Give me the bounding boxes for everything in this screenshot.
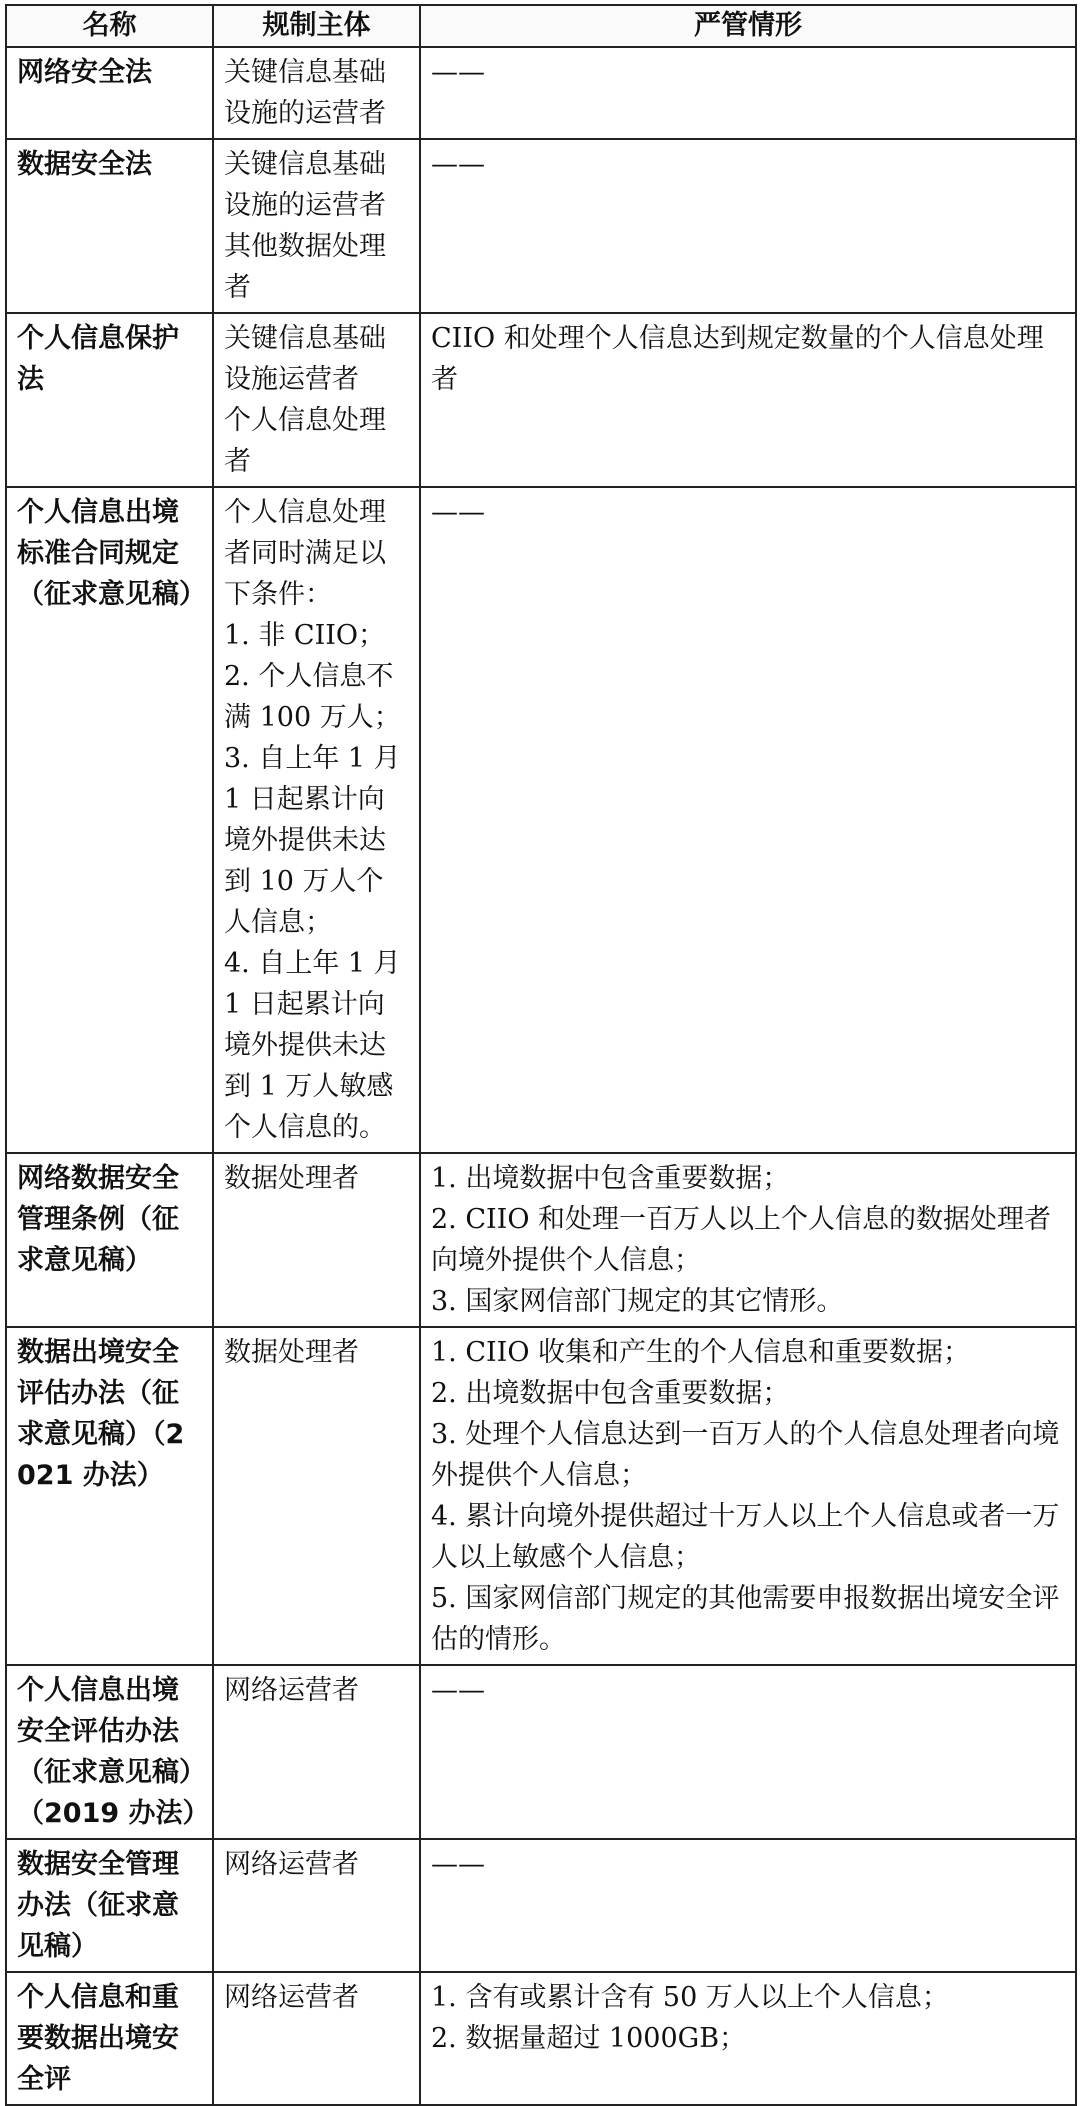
row-subject: 个人信息处理者同时满足以下条件： 1. 非 CIIO； 2. 个人信息不满 100 万人； 3. 自上年 1 月 1 日起累计向境外提供未达到 10 万人个人信息； 4. 自上年 1 月 1 日起累计向境外提供未达到 1 万人敏感个人信息的。 (213, 487, 420, 1153)
row-name: 个人信息出境安全评估办法（征求意见稿）（2019 办法） (6, 1665, 213, 1839)
row-cases: —— (420, 1839, 1076, 1972)
row-cases: —— (420, 487, 1076, 1153)
row-name: 数据安全管理办法（征求意见稿） (6, 1839, 213, 1972)
row-subject: 关键信息基础设施运营者 个人信息处理者 (213, 313, 420, 487)
table-row (6, 487, 1076, 1153)
table-row (6, 1153, 1076, 1327)
row-subject: 关键信息基础设施的运营者 其他数据处理者 (213, 139, 420, 313)
row-subject: 网络运营者 (213, 1665, 420, 1839)
row-subject: 数据处理者 (213, 1327, 420, 1665)
row-name: 网络数据安全管理条例（征求意见稿） (6, 1153, 213, 1327)
header-subject: 规制主体 (213, 5, 420, 47)
row-cases: —— (420, 1665, 1076, 1839)
row-cases: —— (420, 139, 1076, 313)
header-name: 名称 (6, 5, 213, 47)
regulation-table (5, 4, 1077, 2106)
row-subject: 网络运营者 (213, 1839, 420, 1972)
table-row (6, 313, 1076, 487)
row-cases: —— (420, 47, 1076, 139)
table-row (6, 1972, 1076, 2105)
row-name: 个人信息出境标准合同规定（征求意见稿） (6, 487, 213, 1153)
table-row (6, 139, 1076, 313)
table-row (6, 1327, 1076, 1665)
table-row (6, 1839, 1076, 1972)
row-name: 个人信息保护法 (6, 313, 213, 487)
row-name: 网络安全法 (6, 47, 213, 139)
header-cases: 严管情形 (420, 5, 1076, 47)
table-row (6, 1665, 1076, 1839)
row-cases: 1. CIIO 收集和产生的个人信息和重要数据； 2. 出境数据中包含重要数据； 3. 处理个人信息达到一百万人的个人信息处理者向境外提供个人信息； 4. 累计向境外提供超过十万人以上个人信息或者一万人以上敏感个人信息； 5. 国家网信部门规定的其他需要申报数据出境安全评估的情形。 (420, 1327, 1076, 1665)
row-cases: 1. 含有或累计含有 50 万人以上个人信息； 2. 数据量超过 1000GB； (420, 1972, 1076, 2105)
row-subject: 网络运营者 (213, 1972, 420, 2105)
row-subject: 数据处理者 (213, 1153, 420, 1327)
row-name: 数据出境安全评估办法（征求意见稿）（2021 办法） (6, 1327, 213, 1665)
row-name: 数据安全法 (6, 139, 213, 313)
row-name: 个人信息和重要数据出境安全评 (6, 1972, 213, 2105)
table-row (6, 47, 1076, 139)
row-cases: CIIO 和处理个人信息达到规定数量的个人信息处理者 (420, 313, 1076, 487)
row-cases: 1. 出境数据中包含重要数据； 2. CIIO 和处理一百万人以上个人信息的数据处理者向境外提供个人信息； 3. 国家网信部门规定的其它情形。 (420, 1153, 1076, 1327)
table-header-row (6, 5, 1076, 47)
row-subject: 关键信息基础设施的运营者 (213, 47, 420, 139)
